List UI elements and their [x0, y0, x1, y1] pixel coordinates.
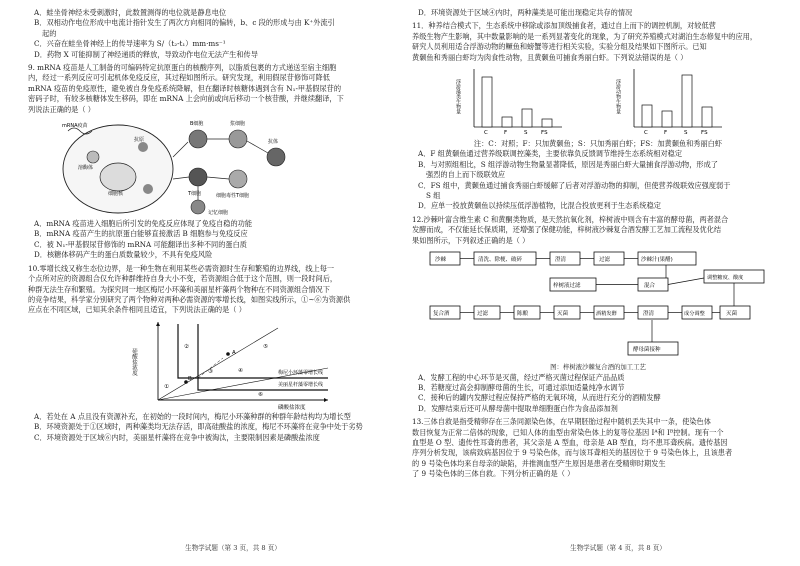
q11-note: 注：C：对照；F：只加黄颡鱼；S：只加秀丽白虾；FS：加黄颡鱼和秀丽白虾 — [473, 139, 723, 149]
prev-option-a: A．蛙坐骨神经未受刺激时，此数置测得的电位就是静息电位 — [34, 8, 227, 17]
question-11 — [412, 21, 784, 211]
q12-line-3: 果如图所示，下列叙述正确的是（ ） — [412, 235, 530, 245]
q10-option-a: A．若处在 A 点且没有资源补充，在初始的一段时间内，梅尼小环藻种群的种群年龄结构均为增长型 — [34, 411, 351, 421]
svg-text:S: S — [524, 130, 528, 137]
svg-text:FS: FS — [541, 130, 548, 137]
flow-step-juice: 沙棘汁(果醋) — [641, 257, 673, 264]
q10-line-4: 的竞争结果，科学家分别研究了两个物种对两种必需资源的零增长线，如图实线所示，①~⑥为资源供 — [28, 294, 351, 304]
q9-line-4: 密码子时，有较多核糖体发生移码，即在 mRNA 上会向前或向后移动一个核苷酸，并继续翻译，下 — [28, 94, 344, 104]
q11-line-1: 11．种养结合模式下，生态系统中移除或添加顶级捕食者，通过自上而下的调控机制，对较低营 — [412, 21, 716, 31]
flow-step-inoculate: 酵母菌接种 — [633, 347, 661, 354]
q9-line-5: 列说法正确的是（ ） — [28, 104, 95, 114]
label-plasma-cell: 浆细胞 — [230, 121, 246, 128]
flow-step-sterilize-2: 灭菌 — [557, 311, 569, 318]
q10-ylabel: 硅酸盐浓度 — [131, 347, 137, 376]
q11-option-a: A．F 组黄颡鱼通过营养级联调控藻类，主要依靠负反馈调节维持生态系统相对稳定 — [418, 149, 683, 159]
prev-option-b: B．双相动作电位形成中电流计指针发生了两次方向相同的偏转，b、c 段的形成与由 K⁺外流引 — [34, 18, 335, 28]
q13-line-5: 的 9 号染色体均来自母亲的缺陷，并推测血型产生原因是患者在受精卵时期发生 — [412, 458, 666, 468]
label-memory-cell: 记忆细胞 — [208, 210, 229, 217]
question-12 — [412, 215, 784, 414]
q9-immune-figure — [28, 117, 400, 217]
q10-region-4: ④ — [238, 367, 243, 374]
flow-step-clarify-2: 澄清 — [643, 311, 655, 318]
q11-bar-charts — [412, 65, 784, 137]
q9-option-a: A．mRNA 疫苗进入细胞后所引发的免疫反应体现了免疫自稳的功能 — [34, 219, 253, 229]
q12-option-c: C．接种后的罐内发酵过程应保持严格的无氧环境，从而进行充分的酒精发酵 — [418, 393, 661, 403]
q9-option-d: D．核糖体移码产生的蛋白质数量较少，不具有免疫风险 — [34, 250, 213, 260]
bar-zoo-fs — [702, 107, 712, 127]
q10-region-2: ② — [184, 343, 189, 350]
q11-line-4: 黄颡鱼和秀丽白虾均为肉食性动物，且黄颡鱼可捕食秀丽白虾。下列说法错误的是（ ） — [412, 52, 688, 62]
q10-line-1: 10.零增长线又称生态位边界，是一种生物在利用某些必需资源时生存和繁殖的边界线，线上每一 — [28, 263, 335, 273]
flow-step-sterilize-1: 灭菌 — [726, 311, 738, 318]
bar-zoo-s — [682, 75, 692, 127]
flow-step-mix: 混合 — [644, 283, 656, 290]
q13-line-1: 13.三体自救是指受精卵存在三条同源染色体，在早期胚胎过程中随机丢失其中一条，使染色体 — [412, 417, 711, 427]
bar-algae-s — [522, 109, 532, 127]
flow-step-age: 陈酿 — [517, 311, 529, 318]
q11-chart-zooplankton — [615, 69, 722, 136]
label-lysosome: 溶酶体 — [78, 165, 94, 172]
q12-figure-caption: 图：梓树液沙棘复合酒的加工工艺 — [550, 363, 646, 372]
label-nucleus: 细胞核 — [108, 191, 124, 198]
q10-region-5: ⑤ — [263, 343, 268, 350]
q9-line-1: 9. mRNA 疫苗是人工制备的可编码特定抗原蛋白的核酸序列，以脂质包裹的方式递送至宿主细胞 — [28, 63, 337, 73]
prev-option-b-cont: 起的 — [42, 28, 57, 38]
label-mrna-vaccine: mRNA疫苗 — [62, 123, 88, 130]
q9-option-b: B．mRNA 疫苗产生的抗原蛋白能够直接激活 B 细胞参与免疫反应 — [34, 229, 248, 239]
q9-option-c: C．被 N₁-甲基假尿苷修饰的 mRNA 可能翻译出多种不同的蛋白质 — [34, 239, 247, 249]
q10-zero-growth-figure — [28, 318, 400, 410]
q10-option-c: C．环境资源处于区域⑥内时，美丽星杆藻将在竞争中被淘汰，主要限制因素是磷酸盐浓度 — [34, 432, 320, 442]
q11-option-b-cont: 强烈的自上而下级联效应 — [426, 170, 506, 180]
q11-line-2: 养级生物产生影响，其中数量影响的是一系列显著变化的现象，为了研究养殖模式对湖泊生态修复中的应用， — [412, 31, 758, 41]
prev-option-c: C．兴奋在蛙坐骨神经上的传导速率为 S/（t₂-t₁）mm·ms⁻¹ — [34, 39, 226, 49]
q11-option-d: D．应单一投放黄颡鱼以持续压低浮游植物，比混合投放更利于生态系统稳定 — [418, 201, 661, 211]
q11-chart1-ylabel: 浮游藻类生物量 — [455, 79, 461, 115]
footer-page-4: 生物学试题（第 4 页，共 8 页） — [570, 544, 666, 552]
q11-option-c: C．FS 组中，黄颡鱼通过捕食秀丽白虾缓解了后者对浮游动物的抑制，但使营养级联效应强度弱于 — [418, 180, 731, 190]
footer-page-3: 生物学试题（第 3 页，共 8 页） — [185, 544, 281, 552]
question-10 — [28, 264, 400, 443]
flow-step-ferment: 酒精发酵 — [596, 311, 617, 318]
q10-option-d: D．环境资源处于区域④内时，两种藻类是可能出现稳定共存的情况 — [418, 8, 633, 17]
q11-option-c-cont: S 组 — [426, 191, 441, 201]
flow-step-compound-wine: 复合酒 — [433, 311, 450, 318]
svg-text:S: S — [684, 130, 688, 137]
q13-line-3: 血型是 O 型、遗传性耳聋的患者，其父亲是 A 型血，母亲是 AB 型血，均不患耳聋疾病。遗传基因 — [412, 437, 728, 447]
right-column — [412, 8, 784, 480]
q11-chart-algae — [455, 69, 562, 136]
flow-step-compose: 成分调整 — [684, 311, 705, 318]
q12-option-b: B．若糖度过高会抑制酵母菌的生长，可通过添加适量纯净水调节 — [418, 382, 625, 392]
label-antigen: 抗原 — [134, 137, 145, 144]
q10-curve2-label: 美丽星杆藻零增长线 — [278, 381, 324, 388]
q12-process-flowchart — [412, 248, 784, 360]
flow-step-clarify-1: 澄清 — [555, 257, 567, 264]
question-13 — [412, 417, 784, 479]
q9-line-2: 内，经过一系列反应可引起机体免疫反应，其过程如图所示。研究发现，利用假尿苷修饰可降低 — [28, 73, 330, 83]
flow-step-seabuckthorn: 沙棘 — [435, 257, 447, 264]
q10-option-b: B．环境资源处于①区域时，两种藻类均无法存活，即高硅酸盐的浓度，梅尼不环藻将在竞争中处于劣势 — [34, 422, 363, 432]
flow-step-adjust: 调整糖度、酸度 — [707, 275, 744, 282]
bar-algae-c — [482, 77, 492, 127]
prev-option-d: D．药物 X 可能抑制了神经递质的释放，导致动作电位无法产生和传导 — [34, 49, 258, 59]
q11-line-3: 研究人员利用适合浮游动物的鳜鱼和螃蟹等进行相关实验，实验分组及结果如下图所示。已知 — [412, 42, 707, 52]
bar-algae-fs — [542, 119, 552, 127]
q10-region-3: ③ — [208, 368, 213, 375]
q10-xlabel: 磷酸盐浓度 — [278, 404, 306, 410]
bar-zoo-c — [642, 105, 652, 127]
flow-step-wash: 清洗、除梗、破碎 — [478, 257, 523, 264]
q10-point-a: A — [232, 349, 236, 356]
label-antibody: 抗体 — [268, 139, 279, 146]
question-9 — [28, 63, 400, 261]
bar-algae-f — [502, 117, 512, 127]
label-b-cell: B细胞 — [190, 121, 204, 128]
svg-text:FS: FS — [701, 130, 708, 137]
q10-line-2: 个点所对应的资源组合仅允许种群维持自身大小不变，若资源组合低于这个范围，则一段时间后， — [28, 274, 338, 284]
left-column — [28, 8, 400, 443]
q9-line-3: mRNA 疫苗的免疫原性，避免被自身免疫系统降解，但在翻译时核糖体遇到含有 N₁-甲基假尿苷的 — [28, 83, 342, 93]
flow-step-filter-2: 过滤 — [477, 311, 489, 318]
label-t-cell: T细胞 — [188, 191, 202, 198]
q10-line-3: 种群无法生存和繁殖。为探究同一地区梅尼小环藻和美丽星杆藻两个物种在不同资源组合情况下 — [28, 284, 330, 294]
label-cytotoxic-t: 细胞毒性T细胞 — [216, 193, 250, 200]
svg-text:C: C — [644, 130, 648, 137]
q11-chart2-ylabel: 浮游动物生物量 — [615, 79, 621, 115]
svg-text:F: F — [504, 130, 508, 137]
q10-line-5: 应点在不同区域，已知其余条件相同且适宜，下列说法正确的是（ ） — [28, 305, 246, 315]
q12-option-d: D．发酵结束后还可从酵母菌中提取单细胞蛋白作为食品添加剂 — [418, 403, 618, 413]
svg-text:F: F — [664, 130, 668, 137]
flow-step-filter-1: 过滤 — [599, 257, 611, 264]
svg-text:C: C — [484, 130, 488, 137]
bar-zoo-f — [662, 111, 672, 127]
q11-option-b: B．与对照组相比，S 组浮游动物生物量显著降低，原因是秀丽白虾大量捕食浮游动物，形成了 — [418, 159, 718, 169]
q10-region-6: ⑥ — [258, 391, 263, 398]
q10-point-b: B — [188, 375, 192, 382]
q10-curve1-label: 梅尼小环藻零增长线 — [278, 369, 324, 376]
q12-option-a: A．发酵工程的中心环节是灭菌，经过严格灭菌过程保证产品品质 — [418, 372, 625, 382]
q10-region-1: ① — [164, 383, 169, 390]
q13-line-4: 序列分析发现，该病致病基因位于 9 号染色体，而与该耳聋相关的基因位于 9 号染色体上，且该患者 — [412, 448, 733, 458]
flow-step-sap-filter: 梓树液过滤 — [553, 283, 581, 290]
q12-line-2: 发酵而成，不仅能延长保质期，还增强了保健功能，梓树液沙棘复合酒发酵工艺加工流程及优化结 — [412, 225, 722, 235]
q13-line-6: 了 9 号染色体的三体自救。下列分析正确的是（ ） — [412, 469, 575, 479]
q12-line-1: 12.沙棘叶富含维生素 C 和黄酮类物质，是天然抗氧化剂，梓树液中则含有丰富的酵母菌，两者混合 — [412, 214, 729, 224]
q13-line-2: 数目恢复为正常二倍体的现象，已知人体的血型由常染色体上的复等位基因 Iᴬ和 Iᴮ控制。现有一个 — [412, 427, 724, 437]
